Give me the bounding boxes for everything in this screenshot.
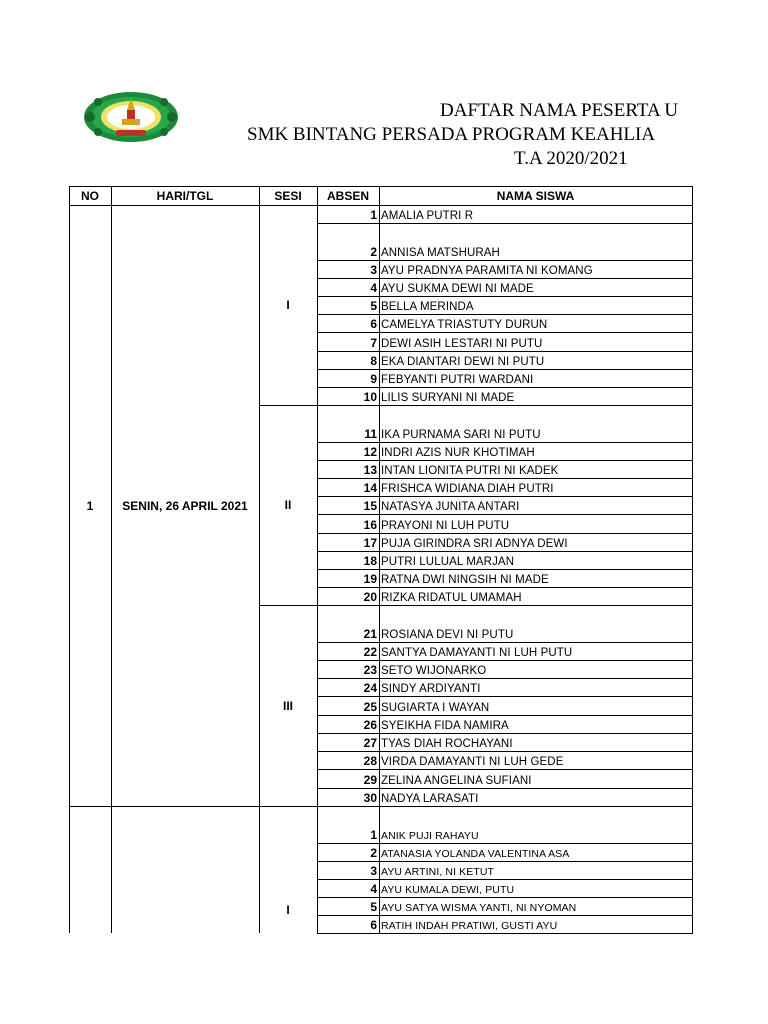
absen-number: 5 [370, 299, 377, 313]
absen-number: 23 [363, 663, 377, 677]
absen-number: 1 [370, 828, 377, 842]
title-line-1: DAFTAR NAMA PESERTA U [440, 100, 679, 121]
student-name: SETO WIJONARKO [381, 665, 487, 677]
student-name: RATNA DWI NINGSIH NI MADE [381, 574, 549, 586]
absen-number: 14 [363, 481, 377, 495]
student-name: RIZKA RIDATUL UMAMAH [381, 592, 522, 604]
absen-number: 11 [364, 427, 377, 441]
student-name: ROSIANA DEVI NI PUTU [381, 629, 514, 641]
absen-number: 2 [370, 846, 377, 860]
student-name: RATIH INDAH PRATIWI, GUSTI AYU [381, 920, 558, 932]
table-grid-line [259, 205, 260, 933]
absen-number: 19 [363, 572, 377, 586]
student-name: NADYA LARASATI [381, 793, 479, 805]
absen-number: 10 [363, 390, 377, 404]
student-name: AMALIA PUTRI R [381, 210, 474, 222]
absen-number: 13 [363, 463, 377, 477]
absen-number: 3 [370, 263, 377, 277]
student-name: ANNISA MATSHURAH [381, 247, 500, 259]
student-name: AYU SUKMA DEWI NI MADE [381, 283, 534, 295]
school-logo [82, 88, 180, 146]
student-name: PUJA GIRINDRA SRI ADNYA DEWI [381, 538, 568, 550]
absen-number: 4 [370, 882, 377, 896]
session-label: III [282, 698, 293, 713]
absen-number: 5 [370, 900, 377, 914]
day-date: SENIN, 26 APRIL 2021 [122, 498, 248, 513]
table-grid-line [692, 186, 693, 205]
absen-number: 15 [363, 499, 377, 513]
table-grid-line [379, 205, 380, 933]
absen-number: 24 [363, 681, 377, 695]
title-line-3: T.A 2020/2021 [514, 148, 628, 169]
table-grid-line [317, 933, 693, 934]
absen-number: 1 [370, 208, 377, 222]
session-label: II [284, 498, 292, 512]
table-grid-line [317, 186, 318, 205]
absen-number: 8 [370, 354, 377, 368]
absen-number: 12 [363, 445, 377, 459]
student-name: DEWI ASIH LESTARI NI PUTU [381, 338, 543, 350]
table-grid-line [111, 186, 112, 205]
student-name: AYU ARTINI, NI KETUT [381, 866, 495, 878]
student-name: CAMELYA TRIASTUTY DURUN [381, 319, 548, 331]
absen-number: 2 [370, 245, 377, 259]
student-name: SINDY ARDIYANTI [381, 683, 481, 695]
header-sesi: SESI [274, 188, 302, 203]
student-name: INDRI AZIS NUR KHOTIMAH [381, 447, 535, 459]
absen-number: 22 [363, 645, 377, 659]
table-grid-line [259, 186, 260, 205]
session-label: I [286, 298, 290, 312]
absen-number: 27 [363, 736, 377, 750]
header-hari-tgl: HARI/TGL [156, 188, 214, 203]
absen-number: 4 [370, 281, 377, 295]
absen-number: 7 [370, 336, 377, 350]
absen-number: 25 [363, 700, 377, 714]
absen-number: 3 [370, 864, 377, 878]
student-name: SYEIKHA FIDA NAMIRA [381, 720, 509, 732]
table-grid-line [111, 205, 112, 933]
student-name: ANIK PUJI RAHAYU [381, 830, 479, 842]
student-name: AYU PRADNYA PARAMITA NI KOMANG [381, 265, 593, 277]
table-grid-line [317, 205, 318, 933]
session-label: I [286, 903, 290, 917]
absen-number: 17 [363, 536, 377, 550]
absen-number: 21 [363, 627, 377, 641]
student-name: FRISHCA WIDIANA DIAH PUTRI [381, 483, 554, 495]
student-name: NATASYA JUNITA ANTARI [381, 501, 520, 513]
student-name: LILIS SURYANI NI MADE [381, 392, 515, 404]
absen-number: 6 [370, 317, 377, 331]
header-absen: ABSEN [326, 188, 369, 203]
student-name: VIRDA DAMAYANTI NI LUH GEDE [381, 756, 564, 768]
table-grid-line [379, 186, 380, 205]
table-grid-line [69, 806, 260, 807]
absen-number: 26 [363, 718, 377, 732]
student-name: TYAS DIAH ROCHAYANI [381, 738, 513, 750]
absen-number: 20 [363, 590, 377, 604]
student-name: SUGIARTA I WAYAN [381, 702, 490, 714]
absen-number: 30 [363, 791, 377, 805]
student-name: BELLA MERINDA [381, 301, 474, 313]
student-name: AYU SATYA WISMA YANTI, NI NYOMAN [381, 902, 577, 914]
student-name: PUTRI LULUAL MARJAN [381, 556, 515, 568]
table-grid-line [69, 205, 70, 933]
absen-number: 9 [370, 372, 377, 386]
absen-number: 28 [363, 754, 377, 768]
student-name: PRAYONI NI LUH PUTU [381, 520, 510, 532]
absen-number: 6 [370, 918, 377, 932]
student-name: ATANASIA YOLANDA VALENTINA ASA [381, 848, 570, 860]
student-name: EKA DIANTARI DEWI NI PUTU [381, 356, 545, 368]
student-name: FEBYANTI PUTRI WARDANI [381, 374, 534, 386]
absen-number: 16 [363, 518, 377, 532]
student-name: ZELINA ANGELINA SUFIANI [381, 775, 532, 787]
header-no: NO [81, 188, 99, 203]
table-grid-line [69, 186, 70, 205]
absen-number: 18 [363, 554, 377, 568]
row-number: 1 [86, 498, 94, 513]
student-name: AYU KUMALA DEWI, PUTU [381, 884, 515, 896]
table-grid-line [692, 205, 693, 933]
title-line-2: SMK BINTANG PERSADA PROGRAM KEAHLIA [247, 124, 656, 145]
header-nama-siswa: NAMA SISWA [496, 188, 575, 203]
absen-number: 29 [363, 773, 377, 787]
student-name: SANTYA DAMAYANTI NI LUH PUTU [381, 647, 573, 659]
student-name: IKA PURNAMA SARI NI PUTU [381, 429, 541, 441]
student-name: INTAN LIONITA PUTRI NI KADEK [381, 465, 559, 477]
